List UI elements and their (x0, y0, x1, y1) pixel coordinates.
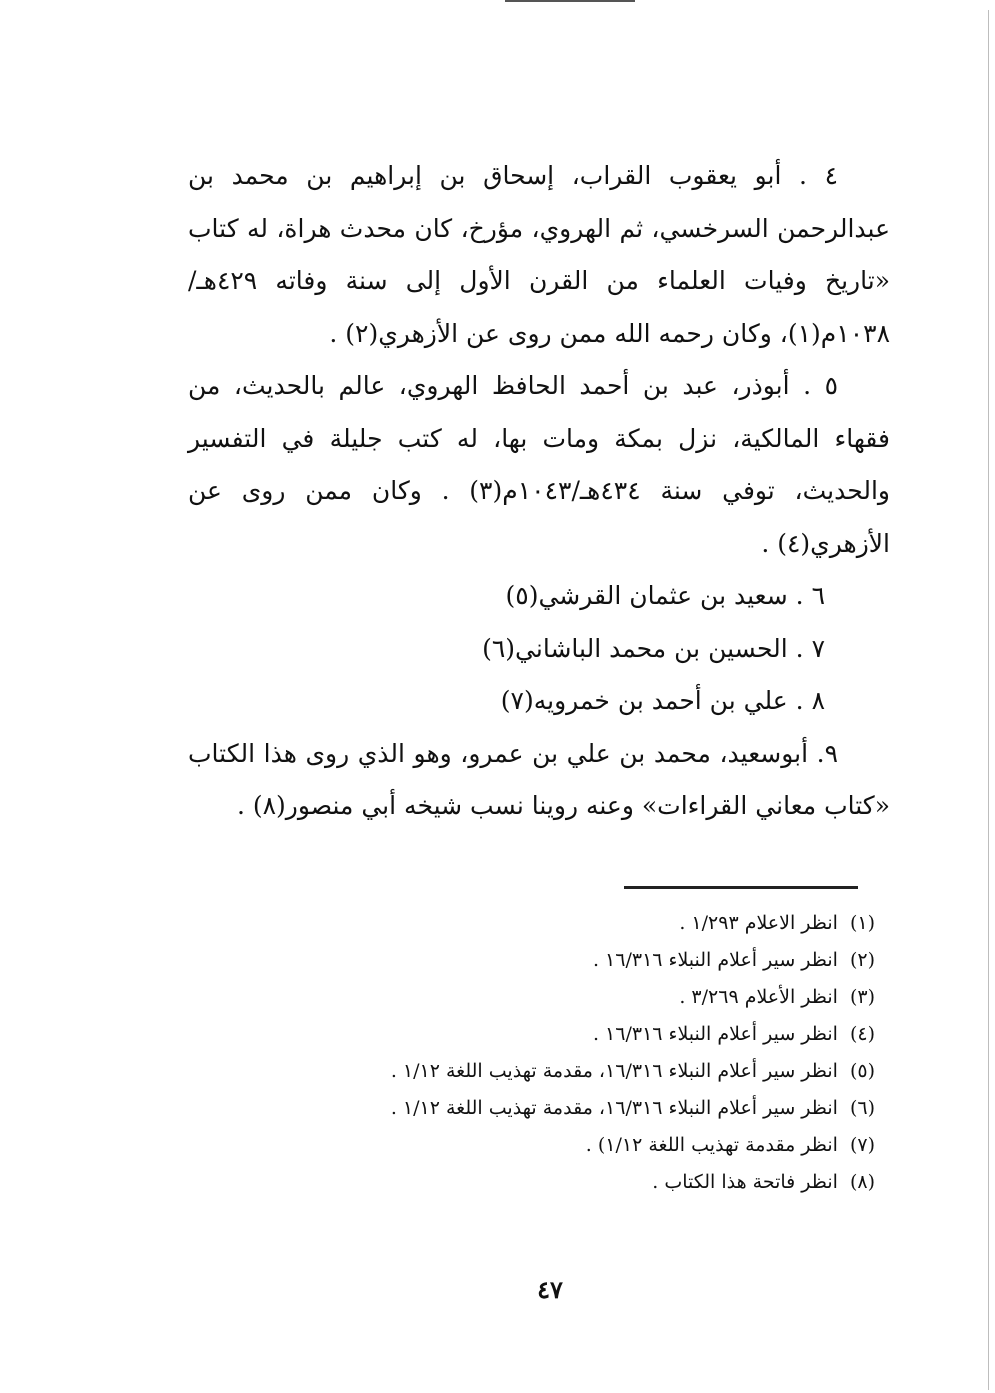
main-text (188, 150, 890, 833)
list-item-text: سعيد بن عثمان القرشي(٥) (505, 581, 788, 610)
footnote-number: (٦) (849, 1097, 875, 1119)
footnote-text: انظر الاعلام ١/٢٩٣ . (679, 912, 838, 934)
footnote-separator (624, 886, 858, 889)
list-item-7 (188, 623, 890, 676)
footnote-number: (١) (849, 912, 875, 934)
list-item-number: ٨ . (795, 686, 825, 715)
footnote-text: انظر سير أعلام النبلاء ١٦/٣١٦، مقدمة تهذيب اللغة ١/١٢ . (390, 1097, 838, 1119)
page-number: ٤٧ (537, 1275, 563, 1304)
paragraph-9: ٩. أبوسعيد، محمد بن علي بن عمرو، وهو الذي روى هذا الكتاب «كتاب معاني القراءات» وعنه روينا نسب شيخه أبي منصور(٨) . (188, 738, 890, 820)
list-item-8 (188, 675, 890, 728)
footnote-1 (300, 905, 875, 942)
footnote-number: (٥) (849, 1060, 875, 1082)
footnote-number: (٤) (849, 1023, 875, 1045)
footnote-6 (300, 1090, 875, 1127)
footnote-8 (300, 1164, 875, 1201)
footnote-number: (٧) (849, 1134, 875, 1156)
footnote-text: انظر سير أعلام النبلاء ١٦/٣١٦ . (592, 949, 838, 971)
footnote-4 (300, 1016, 875, 1053)
footnote-text: انظر مقدمة تهذيب اللغة ١/١٢) . (585, 1134, 838, 1156)
list-item-text: الحسين بن محمد الباشاني(٦) (482, 633, 788, 663)
paragraph-5: ٥ . أبوذر، عبد بن أحمد الحافظ الهروي، عالم بالحديث، من فقهاء المالكية، نزل بمكة ومات بها، له كتب جليلة في التفسير والحديث، توفي سنة ٤٣٤هـ/١٠٤٣م(٣) . وكان ممن روى عن الأزهري(٤) . (188, 371, 891, 558)
list-item-text: علي بن أحمد بن خمرويه(٧) (500, 686, 788, 715)
footnotes (300, 905, 875, 1201)
footnote-text: انظر فاتحة هذا الكتاب . (652, 1171, 838, 1193)
list-item-number: ٧ . (795, 633, 825, 663)
scan-artifact-line (505, 0, 635, 2)
footnote-2 (300, 942, 875, 979)
footnote-text: انظر سير أعلام النبلاء ١٦/٣١٦ . (592, 1023, 838, 1045)
footnote-text: انظر سير أعلام النبلاء ١٦/٣١٦، مقدمة تهذيب اللغة ١/١٢ . (390, 1060, 838, 1082)
footnote-7 (300, 1127, 875, 1164)
footnote-text: انظر الأعلام ٣/٢٦٩ . (679, 986, 838, 1008)
footnote-number: (٢) (849, 949, 875, 971)
footnote-3 (300, 979, 875, 1016)
footnote-number: (٨) (849, 1171, 875, 1193)
scan-page-edge (988, 10, 989, 1390)
list-item-6 (188, 570, 890, 623)
footnote-number: (٣) (849, 986, 875, 1008)
list-item-number: ٦ . (795, 581, 825, 610)
paragraph-4: ٤ . أبو يعقوب القراب، إسحاق بن إبراهيم بن محمد بن عبدالرحمن السرخسي، ثم الهروي، مؤرخ، كان محدث هراة، له كتاب «تاريخ وفيات العلماء من القرن الأول إلى سنة وفاته ٤٢٩هـ/١٠٣٨م(١)، وكان رحمه الله ممن روى عن الأزهري(٢) . (188, 161, 890, 348)
footnote-5 (300, 1053, 875, 1090)
